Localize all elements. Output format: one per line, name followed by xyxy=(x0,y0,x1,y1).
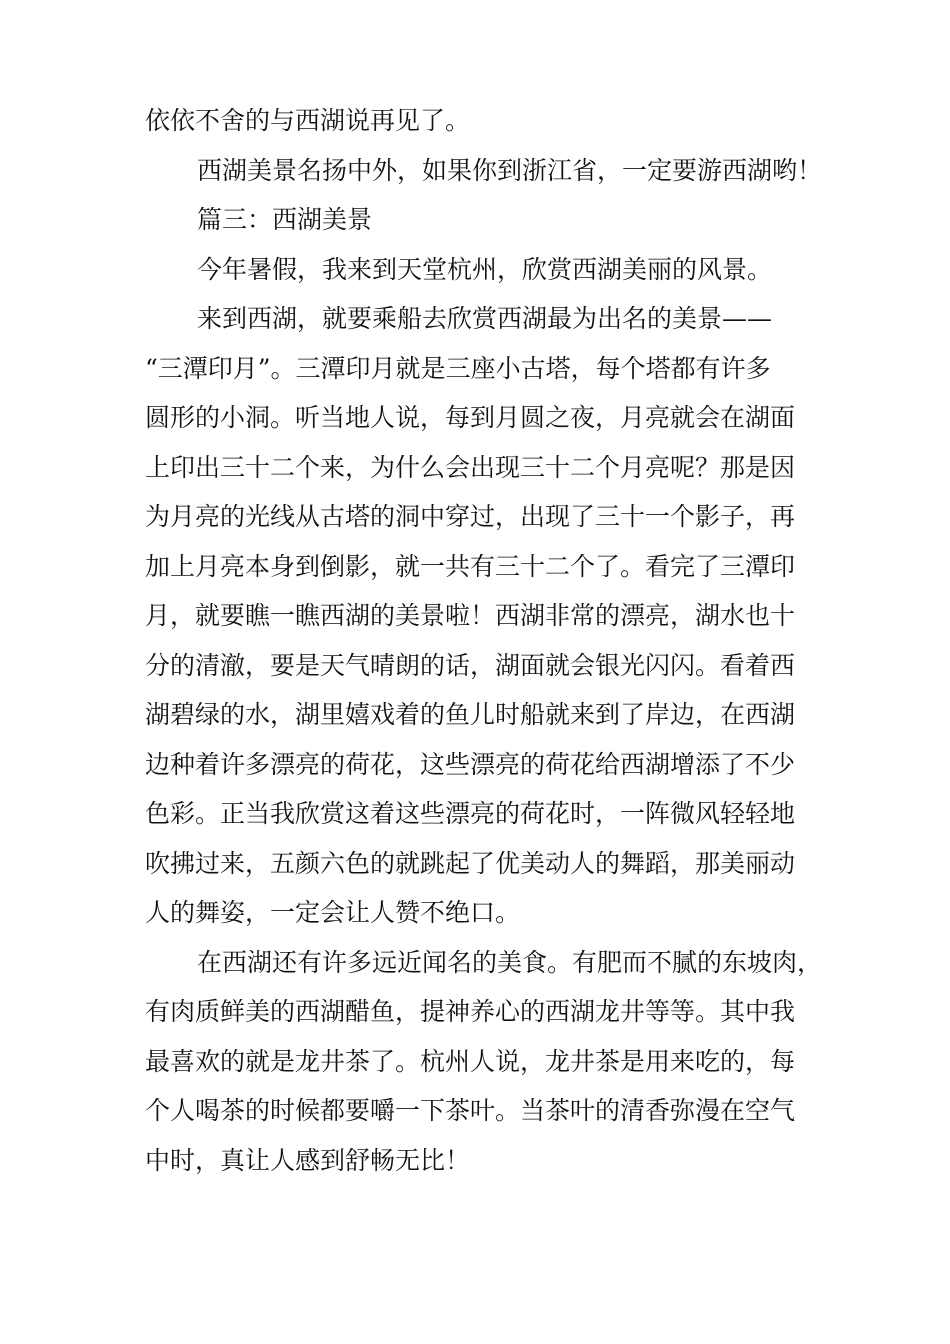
paragraph-line: 最喜欢的就是龙井茶了。杭州人说，龙井茶是用来吃的，每 xyxy=(145,1046,796,1076)
paragraph-line: 今年暑假，我来到天堂杭州，欣赏西湖美丽的风景。 xyxy=(197,254,773,284)
paragraph-line: 圆形的小洞。听当地人说，每到月圆之夜，月亮就会在湖面 xyxy=(145,403,796,432)
section-heading: 篇三：西湖美景 xyxy=(197,205,373,234)
paragraph-line: 湖碧绿的水，湖里嬉戏着的鱼儿时船就来到了岸边，在西湖 xyxy=(145,700,796,729)
paragraph-line: 来到西湖，就要乘船去欣赏西湖最为出名的美景—— xyxy=(197,304,773,333)
paragraph-line: 上印出三十二个来，为什么会出现三十二个月亮呢？那是因 xyxy=(145,452,796,482)
paragraph-line: 色彩。正当我欣赏这着这些漂亮的荷花时，一阵微风轻轻地 xyxy=(145,799,796,828)
paragraph-line: 加上月亮本身到倒影，就一共有三十二个了。看完了三潭印 xyxy=(145,551,796,581)
paragraph-line: 月，就要瞧一瞧西湖的美景啦！西湖非常的漂亮，湖水也十 xyxy=(145,601,796,630)
paragraph-line: 个人喝茶的时候都要嚼一下茶叶。当茶叶的清香弥漫在空气 xyxy=(145,1096,796,1125)
paragraph-line: “三潭印月”。三潭印月就是三座小古塔，每个塔都有许多 xyxy=(145,353,771,383)
paragraph-line: 西湖美景名扬中外，如果你到浙江省，一定要游西湖哟！ xyxy=(197,155,823,185)
paragraph-line: 分的清澈，要是天气晴朗的话，湖面就会银光闪闪。看着西 xyxy=(145,650,796,680)
document-body xyxy=(145,96,823,1185)
paragraph-line: 有肉质鲜美的西湖醋鱼，提神养心的西湖龙井等等。其中我 xyxy=(145,997,796,1026)
paragraph-line: 人的舞姿，一定会让人赞不绝口。 xyxy=(145,898,521,927)
paragraph-line: 为月亮的光线从古塔的洞中穿过，出现了三十一个影子，再 xyxy=(145,502,796,531)
paragraph-line: 吹拂过来，五颜六色的就跳起了优美动人的舞蹈，那美丽动 xyxy=(145,848,796,878)
paragraph-line: 边种着许多漂亮的荷花，这些漂亮的荷花给西湖增添了不少 xyxy=(145,749,796,779)
paragraph-line: 在西湖还有许多远近闻名的美食。有肥而不腻的东坡肉， xyxy=(197,947,823,977)
paragraph-line: 依依不舍的与西湖说再见了。 xyxy=(145,106,471,135)
paragraph-line: 中时，真让人感到舒畅无比！ xyxy=(145,1145,471,1175)
